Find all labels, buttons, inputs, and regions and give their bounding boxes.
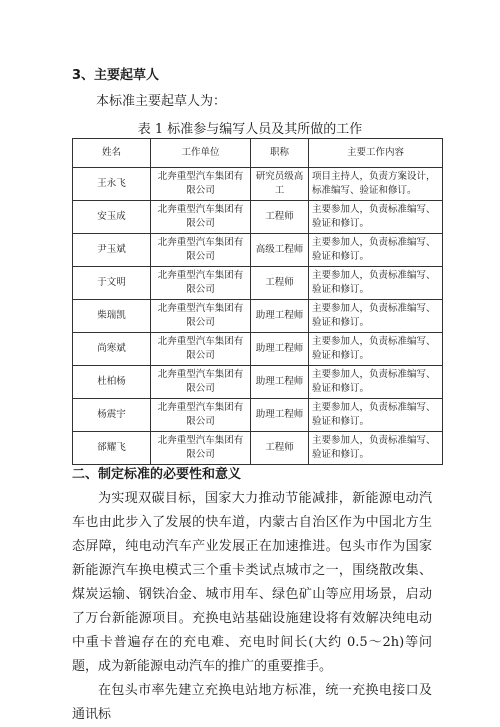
table-row [73,201,443,234]
table-row [73,399,443,432]
table-caption: 表 1 标准参与编写人员及其所做的工作 [137,122,363,137]
table-row [73,432,443,465]
column-header-work: 主要工作内容 [309,139,443,168]
section-heading-main-drafters: 3、主要起草人 [72,68,160,83]
cell-name: 杨震宇 [73,399,151,432]
cell-name: 于文明 [73,267,151,300]
cell-work: 主要参加人，负责标准编写、验证和修订。 [309,201,443,234]
table-row [73,267,443,300]
table-row [73,333,443,366]
cell-name: 安玉成 [73,201,151,234]
drafters-table [72,138,443,465]
cell-name: 王永飞 [73,168,151,201]
section-heading-necessity: 二、制定标准的必要性和意义 [72,467,242,482]
cell-work: 主要参加人，负责标准编写、验证和修订。 [309,366,443,399]
cell-unit: 北奔重型汽车集团有限公司 [151,300,251,333]
cell-name: 郤耀飞 [73,432,151,465]
cell-unit: 北奔重型汽车集团有限公司 [151,432,251,465]
cell-name: 柴瑞凯 [73,300,151,333]
cell-work: 主要参加人，负责标准编写、验证和修订。 [309,267,443,300]
cell-title: 工程师 [251,267,309,300]
cell-title: 助理工程师 [251,399,309,432]
cell-unit: 北奔重型汽车集团有限公司 [151,333,251,366]
cell-title: 助理工程师 [251,366,309,399]
cell-unit: 北奔重型汽车集团有限公司 [151,168,251,201]
column-header-title: 职称 [251,139,309,168]
cell-work: 主要参加人，负责标准编写、验证和修订。 [309,399,443,432]
cell-unit: 北奔重型汽车集团有限公司 [151,366,251,399]
cell-unit: 北奔重型汽车集团有限公司 [151,234,251,267]
cell-work: 主要参加人，负责标准编写、验证和修订。 [309,432,443,465]
cell-title: 研究员级高工 [251,168,309,201]
table-row [73,300,443,333]
body-paragraph: 在包头市率先建立充换电站地方标准，统一充换电接口及通讯标 [72,683,432,722]
drafters-intro: 本标准主要起草人为： [96,94,227,109]
table-header-row [73,139,443,168]
column-header-unit: 工作单位 [151,139,251,168]
table-row [73,234,443,267]
cell-unit: 北奔重型汽车集团有限公司 [151,267,251,300]
cell-title: 助理工程师 [251,300,309,333]
cell-unit: 北奔重型汽车集团有限公司 [151,201,251,234]
cell-title: 高级工程师 [251,234,309,267]
table-row [73,168,443,201]
cell-name: 尹玉斌 [73,234,151,267]
cell-work: 项目主持人，负责方案设计，标准编写、验证和修订。 [309,168,443,201]
cell-name: 杜柏杨 [73,366,151,399]
cell-work: 主要参加人，负责标准编写、验证和修订。 [309,300,443,333]
cell-title: 工程师 [251,201,309,234]
column-header-name: 姓名 [73,139,151,168]
cell-work: 主要参加人，负责标准编写、验证和修订。 [309,333,443,366]
table-row [73,366,443,399]
cell-title: 助理工程师 [251,333,309,366]
body-paragraph: 为实现双碳目标，国家大力推动节能减排，新能源电动汽车也由此步入了发展的快车道，内蒙古自治区作为中国北方生态屏障，纯电动汽车产业发展正在加速推进。包头市作为国家新能源汽车换电模式三个重卡类试点城市之一，围绕散改集、煤炭运输、钢铁冶金、城市用车、绿色矿山等应用场景，启动了万台新能源项目。充换电站基础设施建设将有效解决纯电动中重卡普遍存在的充电难、充电时间长(大约 0.5～2h)等问题，成为新能源电动汽车的推广的重要推手。 [72,491,432,674]
cell-unit: 北奔重型汽车集团有限公司 [151,399,251,432]
cell-work: 主要参加人，负责标准编写、验证和修订。 [309,234,443,267]
cell-title: 工程师 [251,432,309,465]
cell-name: 尚寒斌 [73,333,151,366]
